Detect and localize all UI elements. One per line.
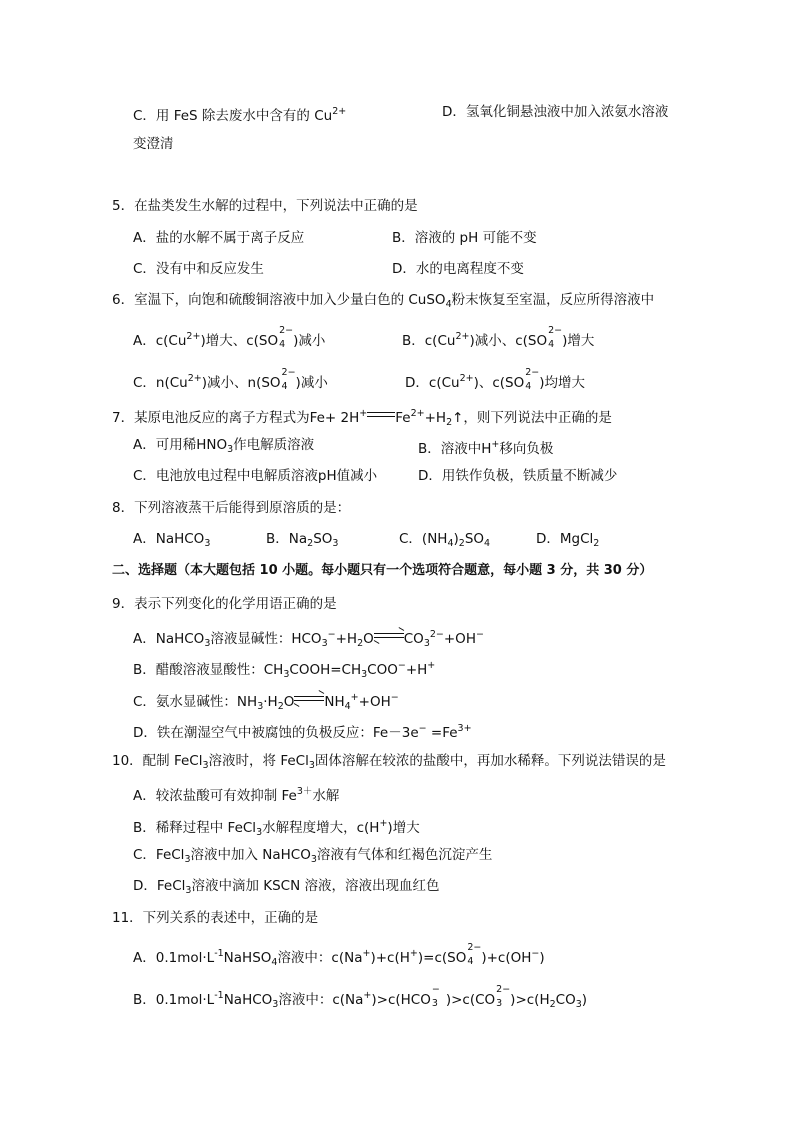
q6-option-c: C．$n(Cu^{2+})$减小、n(SO 2− 4 )减小	[133, 367, 328, 392]
q10-option-a: A．较浓盐酸可有效抑制 $Fe^{3+}$水解	[133, 786, 340, 804]
equals-sign	[367, 412, 395, 420]
q10-option-b: B．稀释过程中 FeCl$_3$水解程度增大，c(H+)增大	[133, 818, 420, 838]
q8-option-d: D．MgCl$_2$	[536, 531, 600, 549]
q9-stem: 9．表示下列变化的化学用语正确的是	[112, 596, 337, 612]
q7-option-a: A．可用稀$HNO_3$作电解质溶液	[133, 437, 315, 455]
q5-stem: 5．在盐类发生水解的过程中，下列说法中正确的是	[112, 198, 418, 214]
q4-option-d: D．氢氧化铜悬浊液中加入浓氨水溶液	[442, 104, 669, 120]
q8-option-a: A．NaHCO$_3$	[133, 531, 211, 549]
q6-option-d: D．$c(Cu^{2+})$、c(SO 2− 4 )均增大	[405, 367, 586, 392]
reversible-arrow	[294, 696, 324, 704]
q8-option-b: B．$Na_2SO_3$	[266, 531, 339, 549]
q10-option-c: C．FeCl$_3$溶液中加入 NaHCO$_3$溶液有气体和红褐色沉淀产生	[133, 847, 493, 865]
q5-option-c: C．没有中和反应发生	[133, 261, 264, 277]
q10-stem: 10．配制 FeCl$_3$溶液时，将 FeCl$_3$固体溶解在较浓的盐酸中，再加水稀释。下列说法错误的是	[112, 753, 666, 771]
q11-stem: 11．下列关系的表述中，正确的是	[112, 910, 319, 926]
q8-option-c: C．$(NH_4)_2SO_4$	[399, 531, 491, 549]
q10-option-d: D．FeCl$_3$溶液中滴加 KSCN 溶液，溶液出现血红色	[133, 878, 440, 896]
q9-option-a: A．NaHCO$_3$溶液显碱性：$HCO_3^-+H_2O$ $CO_3^{2-}+OH^-$	[133, 629, 484, 649]
q7-option-d: D．用铁作负极，铁质量不断减少	[418, 468, 618, 484]
q11-option-a: A．$0.1mol\cdot L^{-1}NaHSO_4$溶液中：c(Na+)+c(H+)=c(SO 2− 4 )+c(OH−)	[133, 942, 545, 968]
q9-option-b: B．醋酸溶液显酸性：$CH_3COOH=CH_3COO^-+H^+$	[133, 660, 436, 680]
q6-stem: 6．室温下，向饱和硫酸铜溶液中加入少量白色的 CuSO$_4$粉末恢复至室温，反应所得溶液中	[112, 292, 655, 310]
q7-option-b: B．溶液中H+移向负极	[418, 439, 554, 457]
q6-option-a: A．$c(Cu^{2+})$增大、c(SO 2− 4 )减小	[133, 325, 326, 350]
reversible-arrow	[374, 633, 404, 641]
section-2-heading: 二、选择题（本大题包括 10 小题。每小题只有一个选项符合题意，每小题 3 分，共 30 分）	[112, 563, 653, 578]
q5-option-a: A．盐的水解不属于离子反应	[133, 230, 305, 246]
q9-option-d: D．铁在潮湿空气中被腐蚀的负极反应：$Fe-3e^- =Fe^{3+}$	[133, 723, 472, 741]
q4-option-c: C．用 FeS 除去废水中含有的 $Cu^{2+}$	[133, 106, 347, 124]
q5-option-d: D．水的电离程度不变	[392, 261, 524, 277]
q6-option-b: B．$c(Cu^{2+})$减小、c(SO 2− 4 )增大	[402, 325, 595, 350]
q11-option-b: B．$0.1mol\cdot L^{-1}NaHCO_3$溶液中：c(Na+)>c(HCO − 3 )>c(CO 2− 3 )$>c(H_2CO_3)$	[133, 984, 588, 1010]
q7-option-c: C．电池放电过程中电解质溶液pH值减小	[133, 468, 378, 484]
q4-option-d-cont: 变澄清	[133, 136, 174, 152]
q8-stem: 8．下列溶液蒸干后能得到原溶质的是：	[112, 500, 351, 516]
q5-option-b: B．溶液的 pH 可能不变	[392, 230, 537, 246]
q9-option-c: C．氨水显碱性：$NH_3\cdot H_2O$ $NH_4^++OH^-$	[133, 692, 399, 712]
q7-stem: 7．某原电池反应的离子方程式为Fe+ 2H+ $Fe^{2+}+H_2↑$，则下列说法中正确的是	[112, 408, 612, 428]
